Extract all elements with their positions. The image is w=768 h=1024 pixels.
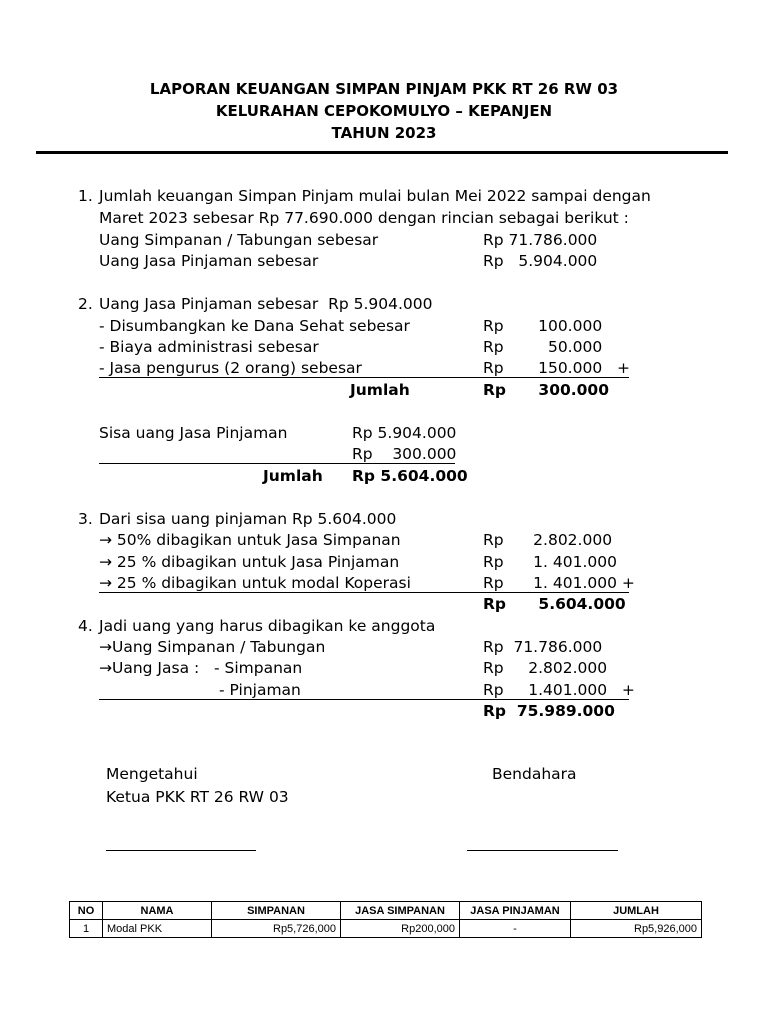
section2-item3-label: - Jasa pengurus (2 orang) sebesar bbox=[99, 359, 362, 377]
sisa-amount1: Rp 5.904.000 bbox=[352, 424, 457, 442]
sign-left-role: Ketua PKK RT 26 RW 03 bbox=[106, 788, 289, 806]
report-title-line3: TAHUN 2023 bbox=[331, 124, 437, 142]
section4-item3-amount: Rp 1.401.000 + bbox=[483, 681, 635, 699]
section2-item1-amount: Rp 100.000 bbox=[483, 317, 603, 335]
cell-simpanan: Rp5,726,000 bbox=[212, 920, 341, 938]
section2-item2-label: - Biaya administrasi sebesar bbox=[99, 338, 319, 356]
col-header-jumlah: JUMLAH bbox=[571, 902, 702, 920]
member-table bbox=[69, 901, 702, 938]
col-header-no: NO bbox=[70, 902, 103, 920]
table-header-row bbox=[70, 902, 702, 920]
section4-text: Jadi uang yang harus dibagikan ke anggota bbox=[99, 617, 436, 635]
section4-item1-amount: Rp 71.786.000 bbox=[483, 638, 603, 656]
sisa-total-amount: Rp 5.604.000 bbox=[352, 467, 468, 485]
cell-jumlah: Rp5,926,000 bbox=[571, 920, 702, 938]
section1-text-line1: Jumlah keuangan Simpan Pinjam mulai bulan Mei 2022 sampai dengan bbox=[99, 187, 651, 205]
col-header-jasa-pinjaman: JASA PINJAMAN bbox=[460, 902, 571, 920]
sisa-underline bbox=[99, 463, 455, 464]
section3-text: Dari sisa uang pinjaman Rp 5.604.000 bbox=[99, 510, 397, 528]
cell-no: 1 bbox=[70, 920, 103, 938]
section3-item2-amount: Rp 1. 401.000 bbox=[483, 553, 617, 571]
section4-item3-label: - Pinjaman bbox=[219, 681, 301, 699]
section3-item3-label: → 25 % dibagikan untuk modal Koperasi bbox=[99, 574, 411, 592]
section3-item3-amount: Rp 1. 401.000 + bbox=[483, 574, 635, 592]
section1-text-line2: Maret 2023 sebesar Rp 77.690.000 dengan rincian sebagai berikut : bbox=[99, 209, 629, 227]
section3-item1-amount: Rp 2.802.000 bbox=[483, 531, 613, 549]
section4-item2-label: →Uang Jasa : - Simpanan bbox=[99, 659, 303, 677]
col-header-simpanan: SIMPANAN bbox=[212, 902, 341, 920]
sisa-total-label: Jumlah bbox=[263, 467, 323, 485]
section4-number: 4. bbox=[78, 617, 93, 635]
report-title-line2: KELURAHAN CEPOKOMULYO – KEPANJEN bbox=[215, 102, 553, 120]
section2-text: Uang Jasa Pinjaman sebesar Rp 5.904.000 bbox=[99, 295, 433, 313]
section4-item1-label: →Uang Simpanan / Tabungan bbox=[99, 638, 326, 656]
col-header-nama: NAMA bbox=[103, 902, 212, 920]
sign-right-line bbox=[467, 850, 618, 851]
section4-total-amount: Rp 75.989.000 bbox=[483, 702, 615, 720]
section2-total-amount: Rp 300.000 bbox=[483, 381, 610, 399]
section2-item3-amount: Rp 150.000 + bbox=[483, 359, 630, 377]
cell-jasa-pinjaman: - bbox=[460, 920, 571, 938]
section2-sum-underline bbox=[99, 377, 629, 378]
sisa-amount2: Rp 300.000 bbox=[352, 445, 457, 463]
section1-row2-amount: Rp 5.904.000 bbox=[483, 252, 598, 270]
section3-total-amount: Rp 5.604.000 bbox=[483, 595, 626, 613]
sign-left-line bbox=[106, 850, 256, 851]
header-rule bbox=[36, 151, 728, 154]
section4-item2-amount: Rp 2.802.000 bbox=[483, 659, 608, 677]
section1-row1-label: Uang Simpanan / Tabungan sebesar bbox=[99, 231, 379, 249]
section2-number: 2. bbox=[78, 295, 93, 313]
section3-number: 3. bbox=[78, 510, 93, 528]
section3-sum-underline bbox=[99, 592, 629, 593]
section1-row2-label: Uang Jasa Pinjaman sebesar bbox=[99, 252, 319, 270]
section2-total-label: Jumlah bbox=[350, 381, 410, 399]
section1-row1-amount: Rp 71.786.000 bbox=[483, 231, 598, 249]
section2-item2-amount: Rp 50.000 bbox=[483, 338, 603, 356]
section2-item1-label: - Disumbangkan ke Dana Sehat sebesar bbox=[99, 317, 410, 335]
sign-right-title: Bendahara bbox=[492, 765, 577, 783]
section1-number: 1. bbox=[78, 187, 93, 205]
sign-left-title: Mengetahui bbox=[106, 765, 198, 783]
cell-jasa-simpanan: Rp200,000 bbox=[341, 920, 460, 938]
cell-nama: Modal PKK bbox=[103, 920, 212, 938]
col-header-jasa-simpanan: JASA SIMPANAN bbox=[341, 902, 460, 920]
section4-sum-underline bbox=[99, 699, 629, 700]
section3-item2-label: → 25 % dibagikan untuk Jasa Pinjaman bbox=[99, 553, 400, 571]
sisa-label: Sisa uang Jasa Pinjaman bbox=[99, 424, 288, 442]
section3-item1-label: → 50% dibagikan untuk Jasa Simpanan bbox=[99, 531, 401, 549]
table-row bbox=[70, 920, 702, 938]
report-title-line1: LAPORAN KEUANGAN SIMPAN PINJAM PKK RT 26 RW 03 bbox=[149, 80, 619, 98]
